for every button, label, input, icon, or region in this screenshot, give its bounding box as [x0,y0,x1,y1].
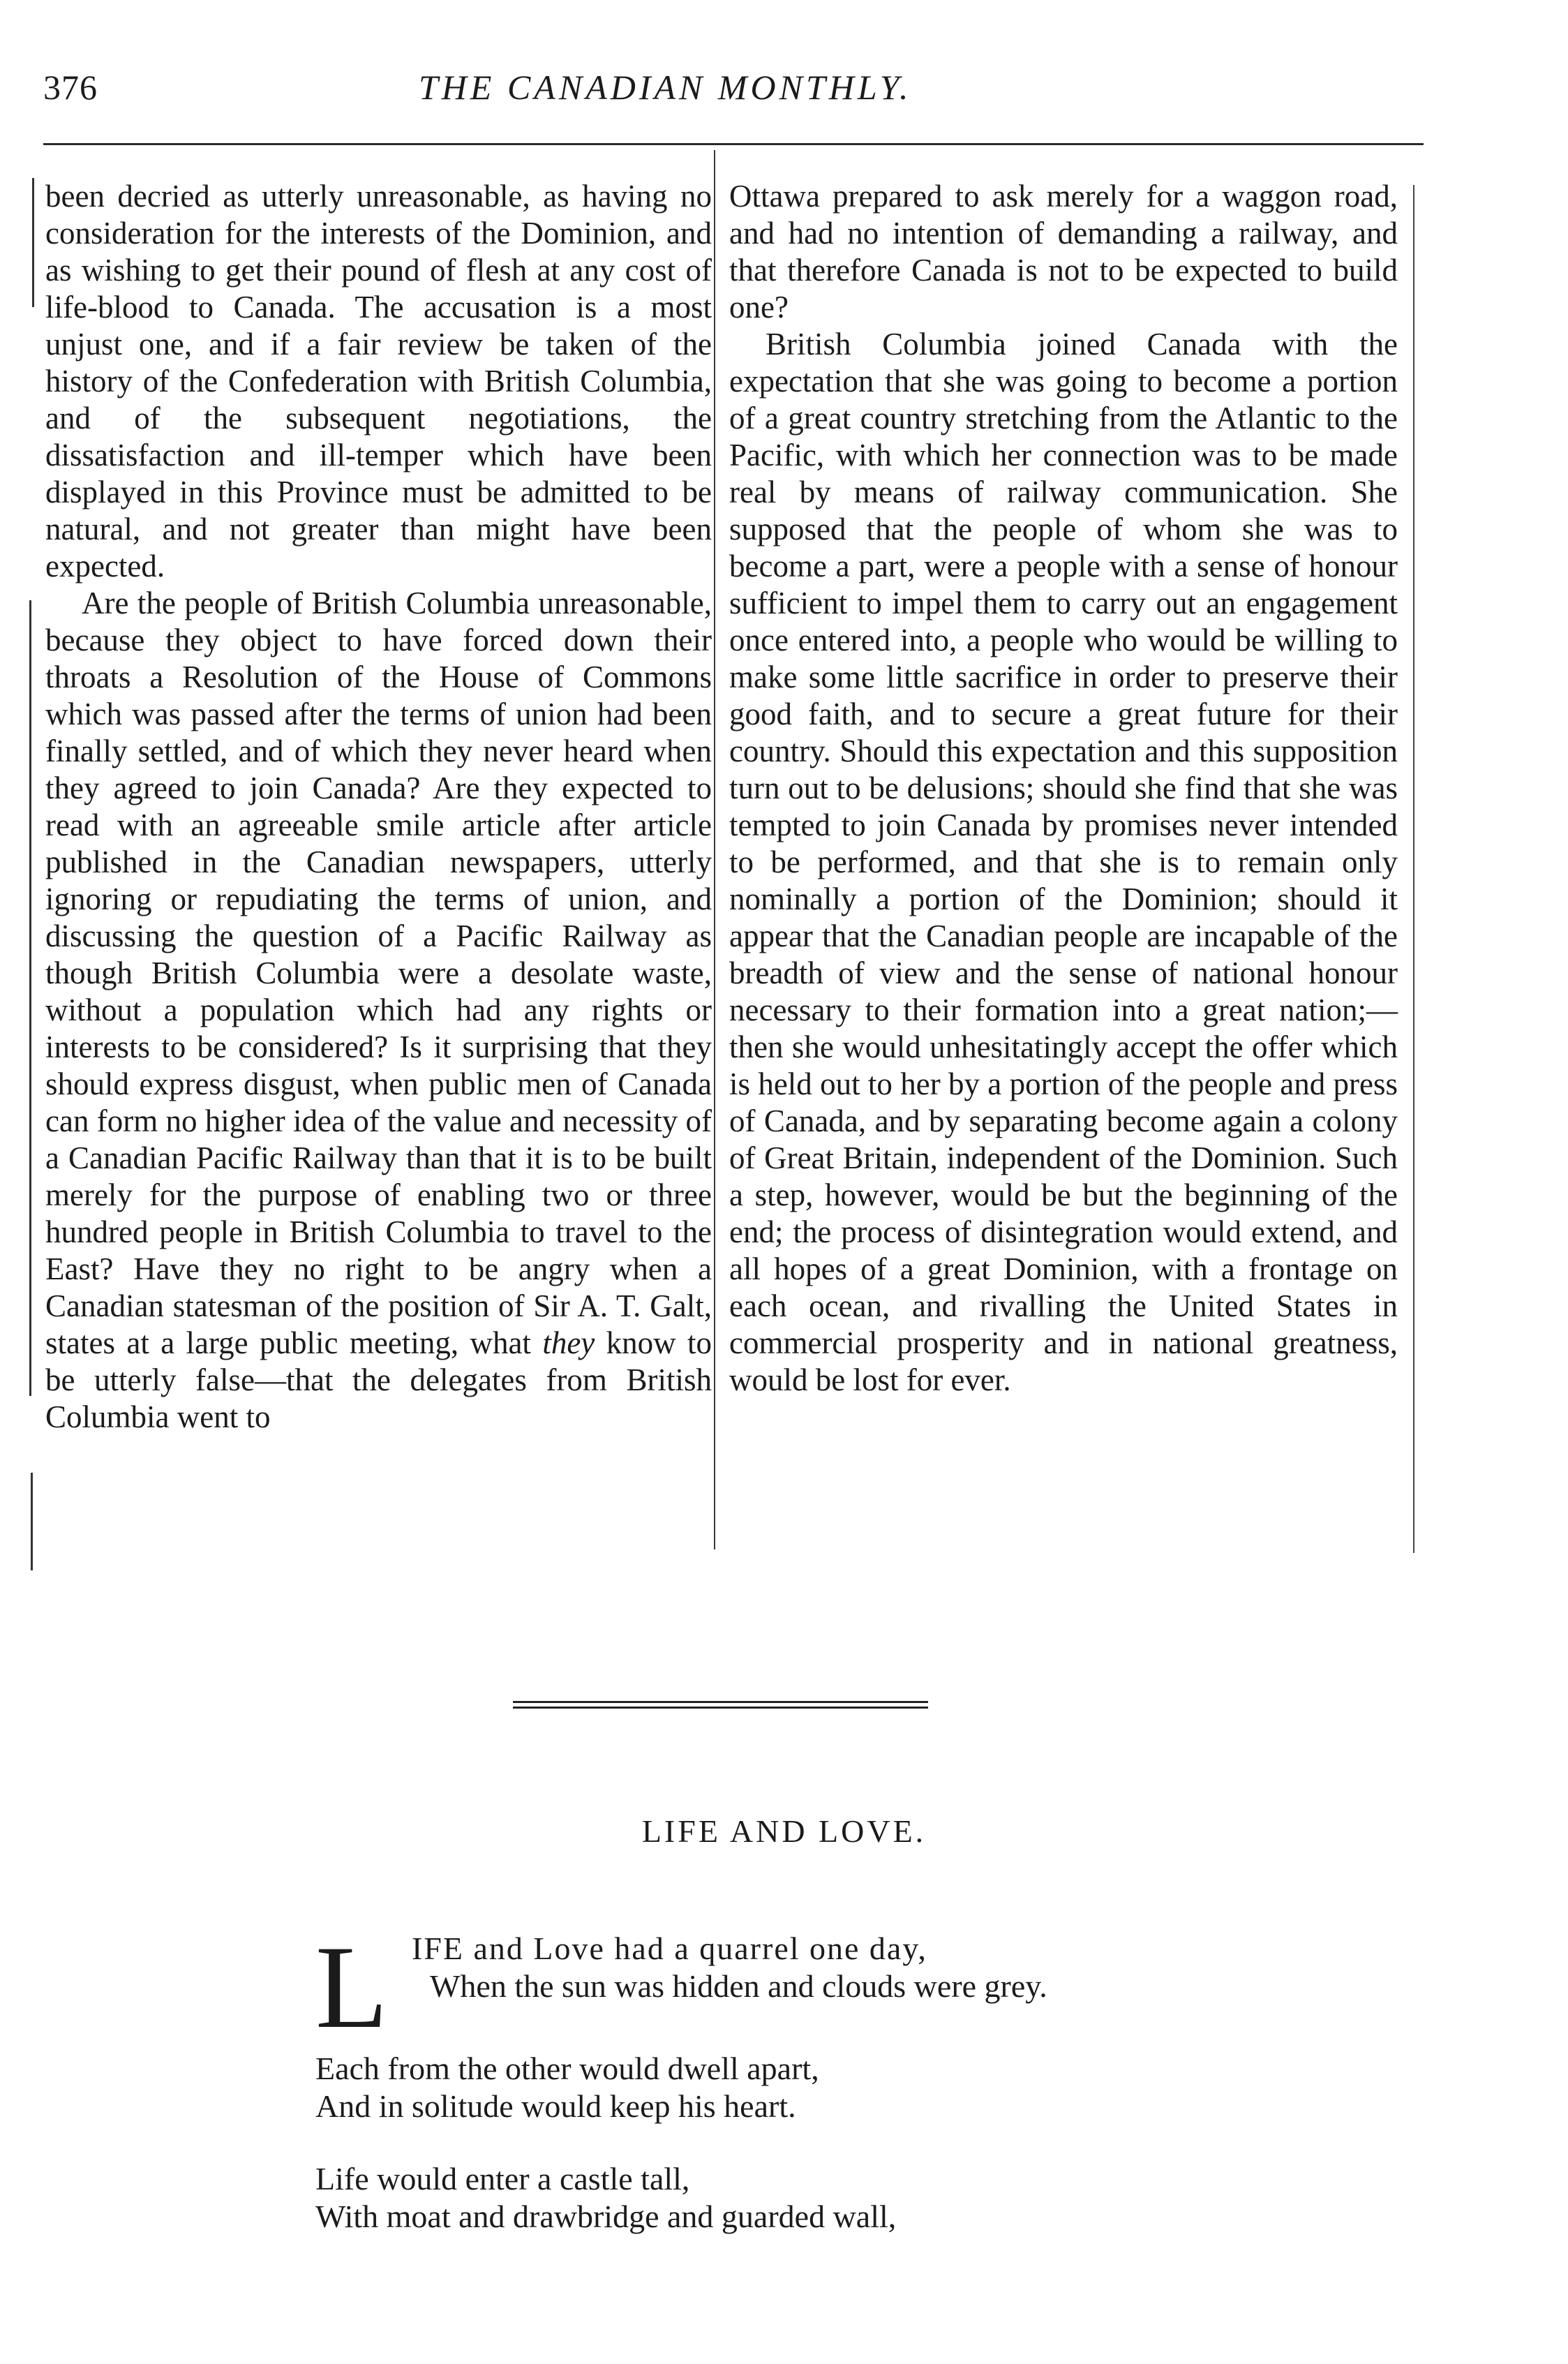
poem-line: And in solitude would keep his heart. [315,2088,796,2124]
poem-stanza [315,1930,1047,2005]
poem-line: When the sun was hidden and clouds were grey. [430,1968,1047,2004]
paragraph-text: Are the people of British Columbia unreasonable, because they object to have forced down their throats a Resolution of the House of Commons which was passed after the terms of union had been finally settled, and of which they never heard when they agreed to join Canada? Are they expected to read with an agreeable smile article after article published in the Canadian newspapers, utterly ignoring or repudiating the terms of union, and discussing the question of a Pacific Railway as though British Columbia were a desolate waste, without a population which had any rights or interests to be considered? Is it surprising that they should express disgust, when public men of Canada can form no higher idea of the value and necessity of a Canadian Pacific Railway than that it is to be built merely for the purpose of enabling two or three hundred people in British Columbia to travel to the East? Have they no right to be angry when a Canadian statesman of the position of Sir A. T. Galt, states at a large public meeting, what [45,586,712,1360]
poem-line: Life would enter a castle tall, [315,2161,690,2196]
poem-title: LIFE AND LOVE. [641,1813,927,1849]
paragraph: been decried as utterly unreasonable, as having no consideration for the interests of the Dominion, and as wishing to get their pound of flesh at any cost of life-blood to Canada. The accusation is a most unjust one, and if a fair review be taken of the history of the Confederation with British Columbia, and of the subsequent negotiations, the dissatisfaction and ill-temper which have been displayed in this Province must be admitted to be natural, and not greater than might have been expected. [45,179,712,583]
right-column [729,178,1398,1399]
poem-stanza [315,2160,896,2236]
margin-mark-left-lower [31,1473,33,1570]
paragraph-text: know to be utterly false—that the delegates from British Columbia went to [45,1325,712,1434]
running-title: THE CANADIAN MONTHLY. [419,68,912,107]
paragraph [45,585,712,1436]
margin-mark-right [1413,185,1414,1553]
margin-mark-left-upper [32,178,34,307]
header-rule [43,143,1424,145]
column-divider [714,150,715,1549]
left-column [45,178,712,1436]
poem-line: Each from the other would dwell apart, [315,2051,819,2086]
section-divider [513,1701,928,1709]
paragraph: Ottawa prepared to ask merely for a waggon road, and had no intention of demanding a railway, and that therefore Canada is not to be expected to build one? [729,179,1398,325]
poem-line: IFE and Love had a quarrel one day, [412,1931,927,1966]
italic-word: they [542,1325,595,1360]
page-number: 376 [43,68,98,107]
drop-cap: L [315,1921,388,2053]
paragraph: British Columbia joined Canada with the expectation that she was going to become a portion of a great country stretching from the Atlantic to the Pacific, with which her connection was to be made real by means of railway communication. She supposed that the people of whom she was to become a part, were a people with a sense of honour sufficient to impel them to carry out an engagement once entered into, a people who would be willing to make some little sacrifice in order to preserve their good faith, and to secure a great future for their country. Should this expectation and this supposition turn out to be delusions; should she find that she was tempted to join Canada by promises never intended to be performed, and that she is to remain only nominally a portion of the Dominion; should it appear that the Canadian people are incapable of the breadth of view and the sense of national honour necessary to their formation into a great nation;—then she would unhesitatingly accept the offer which is held out to her by a portion of the people and press of Canada, and by separating become again a colony of Great Britain, independent of the Dominion. Such a step, however, would be but the beginning of the end; the process of disintegration would extend, and all hopes of a great Dominion, with a frontage on each ocean, and rivalling the United States in commercial prosperity and in national greatness, would be lost for ever. [729,327,1398,1397]
poem-stanza [315,2050,819,2125]
poem-line: With moat and drawbridge and guarded wall, [315,2199,897,2234]
margin-mark-left-middle [29,600,31,1396]
